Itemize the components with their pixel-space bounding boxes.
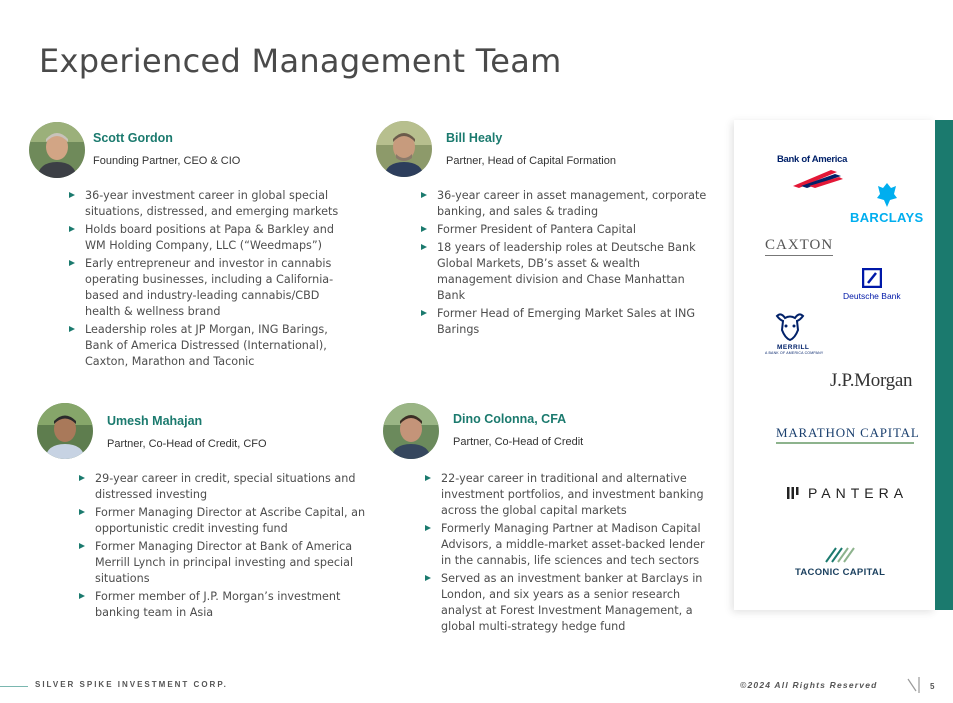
bullet-item: Former President of Pantera Capital [418, 222, 714, 238]
jpmorgan-logo: J.P.Morgan [830, 370, 913, 391]
merrill-logo [765, 310, 823, 355]
person-role: Partner, Co-Head of Credit [453, 436, 584, 448]
pantera-label: PANTERA [808, 485, 909, 501]
taconic-capital-logo [795, 544, 885, 578]
merrill-sublabel: A BANK OF AMERICA COMPANY [765, 351, 824, 355]
avatar [37, 403, 93, 459]
person-name: Umesh Mahajan [107, 414, 203, 428]
bullet-item: Former member of J.P. Morgan’s investment banking team in Asia [76, 589, 366, 621]
marathon-capital-label: MARATHON CAPITAL [776, 425, 920, 440]
taconic-mountain-icon [824, 544, 856, 564]
bank-of-america-label: Bank of America [777, 154, 848, 165]
bullet-item: Served as an investment banker at Barclays in London, and six years as a senior research analyst at Forest Investment Management, a global multi-strategy hedge fund [422, 571, 714, 635]
marathon-capital-logo [776, 425, 920, 444]
deutsche-bank-slash-icon [862, 268, 882, 288]
person-name: Bill Healy [446, 131, 503, 145]
barclays-label: BARCLAYS [850, 210, 924, 225]
footer-company: SILVER SPIKE INVESTMENT CORP. [35, 680, 228, 689]
bullet-item: 29-year career in credit, special situations and distressed investing [76, 471, 366, 503]
taconic-capital-label: TACONIC CAPITAL [795, 567, 886, 578]
bullet-item: Early entrepreneur and investor in cannabis operating businesses, including a California-based and industry-leading cannabis/CBD health & wellness brand [66, 256, 346, 320]
page-title: Experienced Management Team [39, 42, 562, 80]
bullet-list [422, 471, 714, 637]
bullet-item: Holds board positions at Papa & Barkley and WM Holding Company, LLC (“Weedmaps”) [66, 222, 346, 254]
deutsche-bank-label: Deutsche Bank [843, 291, 901, 301]
bullet-list [66, 188, 346, 372]
bullet-item: 36-year career in asset management, corporate banking, and sales & trading [418, 188, 714, 220]
bullet-item: 18 years of leadership roles at Deutsche Bank Global Markets, DB’s asset & wealth management division and Chase Manhattan Bank [418, 240, 714, 304]
person-role: Founding Partner, CEO & CIO [93, 155, 241, 167]
bullet-list [76, 471, 366, 623]
accent-bar [935, 120, 953, 610]
person-name: Dino Colonna, CFA [453, 412, 567, 426]
bullet-item: Formerly Managing Partner at Madison Capital Advisors, a middle-market asset-backed lender in the cannabis, life sciences and tech sectors [422, 521, 714, 569]
footer-divider [0, 686, 28, 687]
merrill-label: MERRILL [777, 344, 810, 351]
logo-panel [734, 120, 935, 610]
barclays-eagle-icon [876, 182, 898, 208]
deutsche-bank-logo [843, 268, 901, 301]
bank-of-america-flag-icon [791, 168, 845, 188]
person-name: Scott Gordon [93, 131, 173, 145]
caxton-logo: CAXTON [765, 237, 833, 256]
bullet-item: Former Head of Emerging Market Sales at ING Barings [418, 306, 714, 338]
bank-of-america-logo [777, 154, 847, 188]
avatar [376, 121, 432, 177]
pantera-mark-icon [786, 486, 800, 500]
bullet-item: Former Managing Director at Bank of America Merrill Lynch in principal investing and special situations [76, 539, 366, 587]
merrill-bull-icon [773, 310, 807, 344]
silver-spike-mark-icon [907, 676, 921, 694]
bullet-item: Leadership roles at JP Morgan, ING Barings, Bank of America Distressed (International), Caxton, Marathon and Taconic [66, 322, 346, 370]
bullet-item: 22-year career in traditional and alternative investment portfolios, and investment banking across the global capital markets [422, 471, 714, 519]
person-role: Partner, Co-Head of Credit, CFO [107, 438, 267, 450]
marathon-underline [776, 442, 914, 444]
avatar [383, 403, 439, 459]
barclays-logo [850, 182, 923, 225]
bullet-item: 36-year investment career in global special situations, distressed, and emerging markets [66, 188, 346, 220]
footer-copyright: ©2024 All Rights Reserved [740, 680, 878, 690]
person-role: Partner, Head of Capital Formation [446, 155, 616, 167]
bullet-item: Former Managing Director at Ascribe Capital, an opportunistic credit investing fund [76, 505, 366, 537]
bullet-list [418, 188, 714, 340]
pantera-logo [786, 485, 908, 501]
page-number: 5 [930, 682, 935, 691]
avatar [29, 122, 85, 178]
